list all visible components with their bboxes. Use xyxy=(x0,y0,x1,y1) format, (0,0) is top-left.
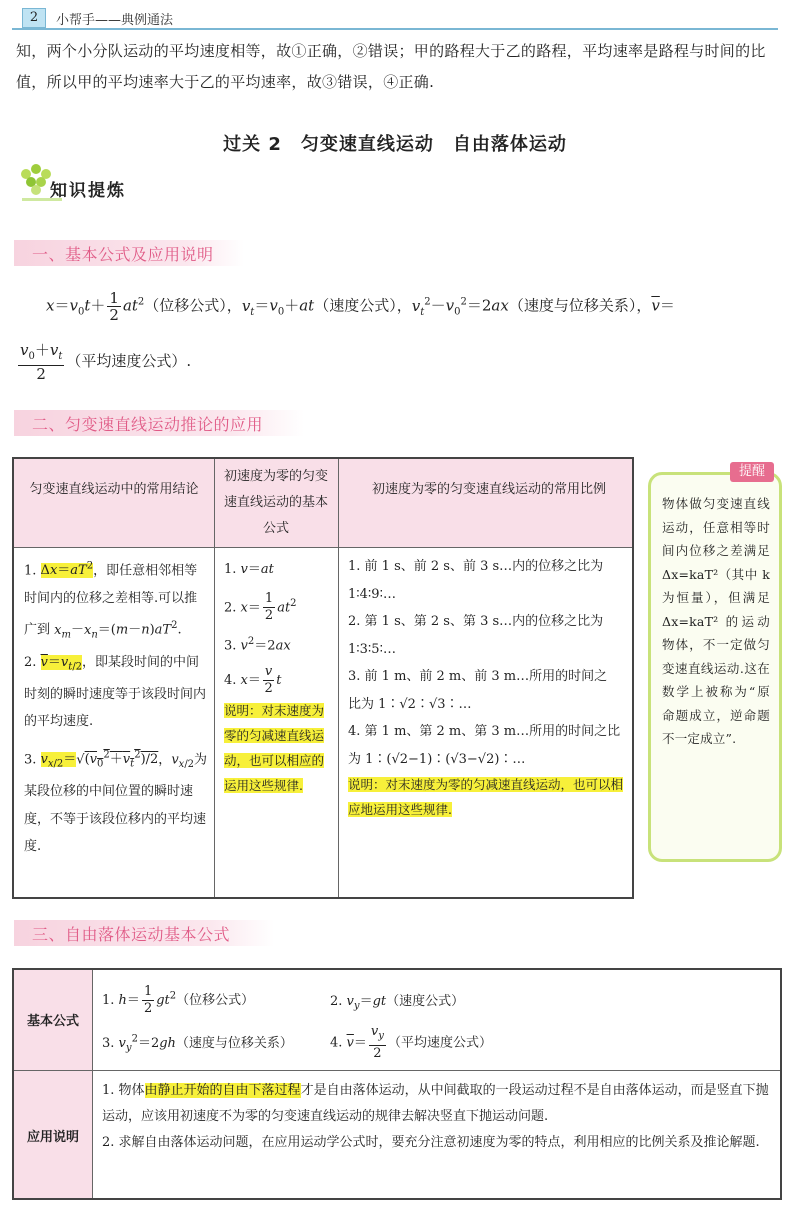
ff-note: （位移公式） xyxy=(176,993,255,1008)
ff-formula-1: 1. h＝ $\frac{1}{2}$ $gt^2$（位移公式） xyxy=(102,984,255,1016)
reminder-box xyxy=(648,462,782,862)
app1-post: 才是自由落体运动，从中间截取的一段运动过程不是自由落体运动，而是竖直下抛运动，应该用初速度不为零的匀变速直线运动的规律去解决竖直下抛运动问题. xyxy=(102,1083,769,1124)
header-title: 小帮手——典例通法 xyxy=(56,13,174,28)
header-rule xyxy=(12,28,778,30)
page-number: 2 xyxy=(22,8,46,28)
heading-basic-formulas xyxy=(14,240,244,266)
heading-text: 一、基本公式及应用说明 xyxy=(32,245,214,264)
header-col-3: 初速度为零的匀变速直线运动的常用比例 xyxy=(371,482,606,497)
section-title: 过关 2 匀变速直线运动 自由落体运动 xyxy=(223,134,567,155)
table-rule xyxy=(14,1070,780,1071)
free-fall-table xyxy=(12,968,782,1200)
heading-free-fall xyxy=(14,920,274,946)
heading-inferences xyxy=(14,410,304,436)
conclusion-3: 为某段位移的中间位置的瞬时速度，不等于该段位移内的平均速度. xyxy=(24,752,208,855)
intro-paragraph: 知，两个小分队运动的平均速度相等，故①正确，②错误；甲的路程大于乙的路程，平均速率是路程与时间的比值，所以甲的平均速率大于乙的平均速率，故③错误，④正确. xyxy=(16,42,766,91)
ff-note: （速度公式） xyxy=(386,994,465,1009)
heading-text: 三、自由落体运动基本公式 xyxy=(32,925,231,944)
knowledge-logo xyxy=(14,160,184,206)
label-basic-formulas: 基本公式 xyxy=(26,1014,79,1029)
app1-highlight: 由静止开始的自由下落过程 xyxy=(144,1083,301,1098)
basic-formulas-cell: 1. v＝at 2. x＝ $\frac{1}{2}$ $at^2$ 3. $v^2=2ax$ 4. x＝ $\frac{v}{2}$ t xyxy=(224,562,297,696)
reminder-tag: 提醒 xyxy=(730,462,774,482)
col2-note-text: 说明：对末速度为零的匀减速直线运动，也可以相应的运用这些规律. xyxy=(224,703,325,793)
ratio-1: 1. 前 1 s、前 2 s、前 3 s…内的位移之比为 xyxy=(348,559,604,574)
conclusion-1: ，即任意相邻相等时间内的位移之差相等.可以推广到 xyxy=(24,563,198,638)
app2: 2. 求解自由落体运动问题，在应用运动学公式时，要充分注意初速度为零的特点，利用相应的比例关系及推论解题. xyxy=(102,1135,760,1150)
formula-note: （速度与位移关系）， xyxy=(508,296,652,315)
formula-note: （平均速度公式）. xyxy=(66,352,192,370)
header-col-2: 初速度为零的匀变速直线运动的基本公式 xyxy=(223,469,328,536)
logo-text: 知识提炼 xyxy=(50,181,126,201)
col2-note xyxy=(224,699,332,799)
conclusion-2: ，即某段时间的中间时刻的瞬时速度等于该段时间内的平均速度. xyxy=(24,654,207,730)
ratio-2-value: 1∶3∶5∶… xyxy=(348,641,396,657)
ff-formula-2: 2. $v_y=gt$（速度公式） xyxy=(330,994,465,1012)
formula-note: （速度公式）， xyxy=(314,296,412,315)
inference-table xyxy=(12,457,634,899)
ratios-cell xyxy=(348,553,626,823)
heading-text: 二、匀变速直线运动推论的应用 xyxy=(32,415,264,434)
ratio-4-value: 为 1∶(√2−1)∶(√3−√2)∶… xyxy=(348,751,526,767)
formula-note: （位移公式）， xyxy=(144,296,242,315)
ratio-1-value: 1∶4∶9∶… xyxy=(348,586,396,602)
ff-note: （平均速度公式） xyxy=(387,1035,492,1051)
formula-line-2: $\frac{v_0+v_t}{2}$ （平均速度公式）. xyxy=(20,341,192,383)
ff-formula-4: 4. $\overline{v}=$ $\frac{v_y}{2}$ （平均速度公式） xyxy=(330,1024,492,1061)
application-notes xyxy=(102,1078,772,1156)
conclusions-cell: 1. $\Delta x=aT^2$，即任意相邻相等时间内的位移之差相等.可以推广到 $x_m-x_n=(m-n)aT^2$. 2. $\overline{v}=v_{t/2}$，即某段时间的中间时刻的瞬时速度等于该段时间内的平均速度. 3. $v_{x/2}=√(v_0^2+v_t^2)/2$，$v_{x/2}$为某段位移的中间位置的瞬时速度，不等于该段位移内的平均速度. xyxy=(24,561,208,855)
ff-formula-3: 3. $v_y^2=2gh$（速度与位移关系） xyxy=(102,1033,293,1054)
table-rule xyxy=(214,459,215,897)
label-application: 应用说明 xyxy=(26,1130,79,1145)
ratio-3: 3. 前 1 m、前 2 m、前 3 m…所用的时间之 xyxy=(348,669,608,684)
ratio-4: 4. 第 1 m、第 2 m、第 3 m…所用的时间之比 xyxy=(348,724,621,739)
ratio-2: 2. 第 1 s、第 2 s、第 3 s…内的位移之比为 xyxy=(348,614,604,629)
formula-line-1: $x=v_0t+$ $\frac{1}{2}$ $at^2$（位移公式），$v_t=v_0+at$（速度公式），$v_t^2-v_0^2=2ax$（速度与位移关系），$\overline{v}=$ xyxy=(46,289,675,324)
table-rule xyxy=(92,970,93,1198)
reminder-text: 物体做匀变速直线运动，任意相等时间内位移之差满足 Δx=kaT²（其中 k 为恒量），但满足 Δx=kaT² 的运动物体，不一定做匀变速直线运动.这在数学上被称为“原命题成立，逆命题不一定成立”. xyxy=(662,496,770,746)
app1-pre: 1. 物体 xyxy=(102,1083,145,1098)
col3-note: 说明：对末速度为零的匀减速直线运动，也可以相应地运用这些规律. xyxy=(348,777,624,817)
page-header xyxy=(12,6,790,30)
ff-note: （速度与位移关系） xyxy=(175,1036,293,1051)
table-rule xyxy=(338,459,339,897)
ratio-3-value: 比为 1∶√2∶√3∶… xyxy=(348,696,472,712)
table-rule xyxy=(14,547,632,548)
header-col-1: 匀变速直线运动中的常用结论 xyxy=(29,482,199,497)
